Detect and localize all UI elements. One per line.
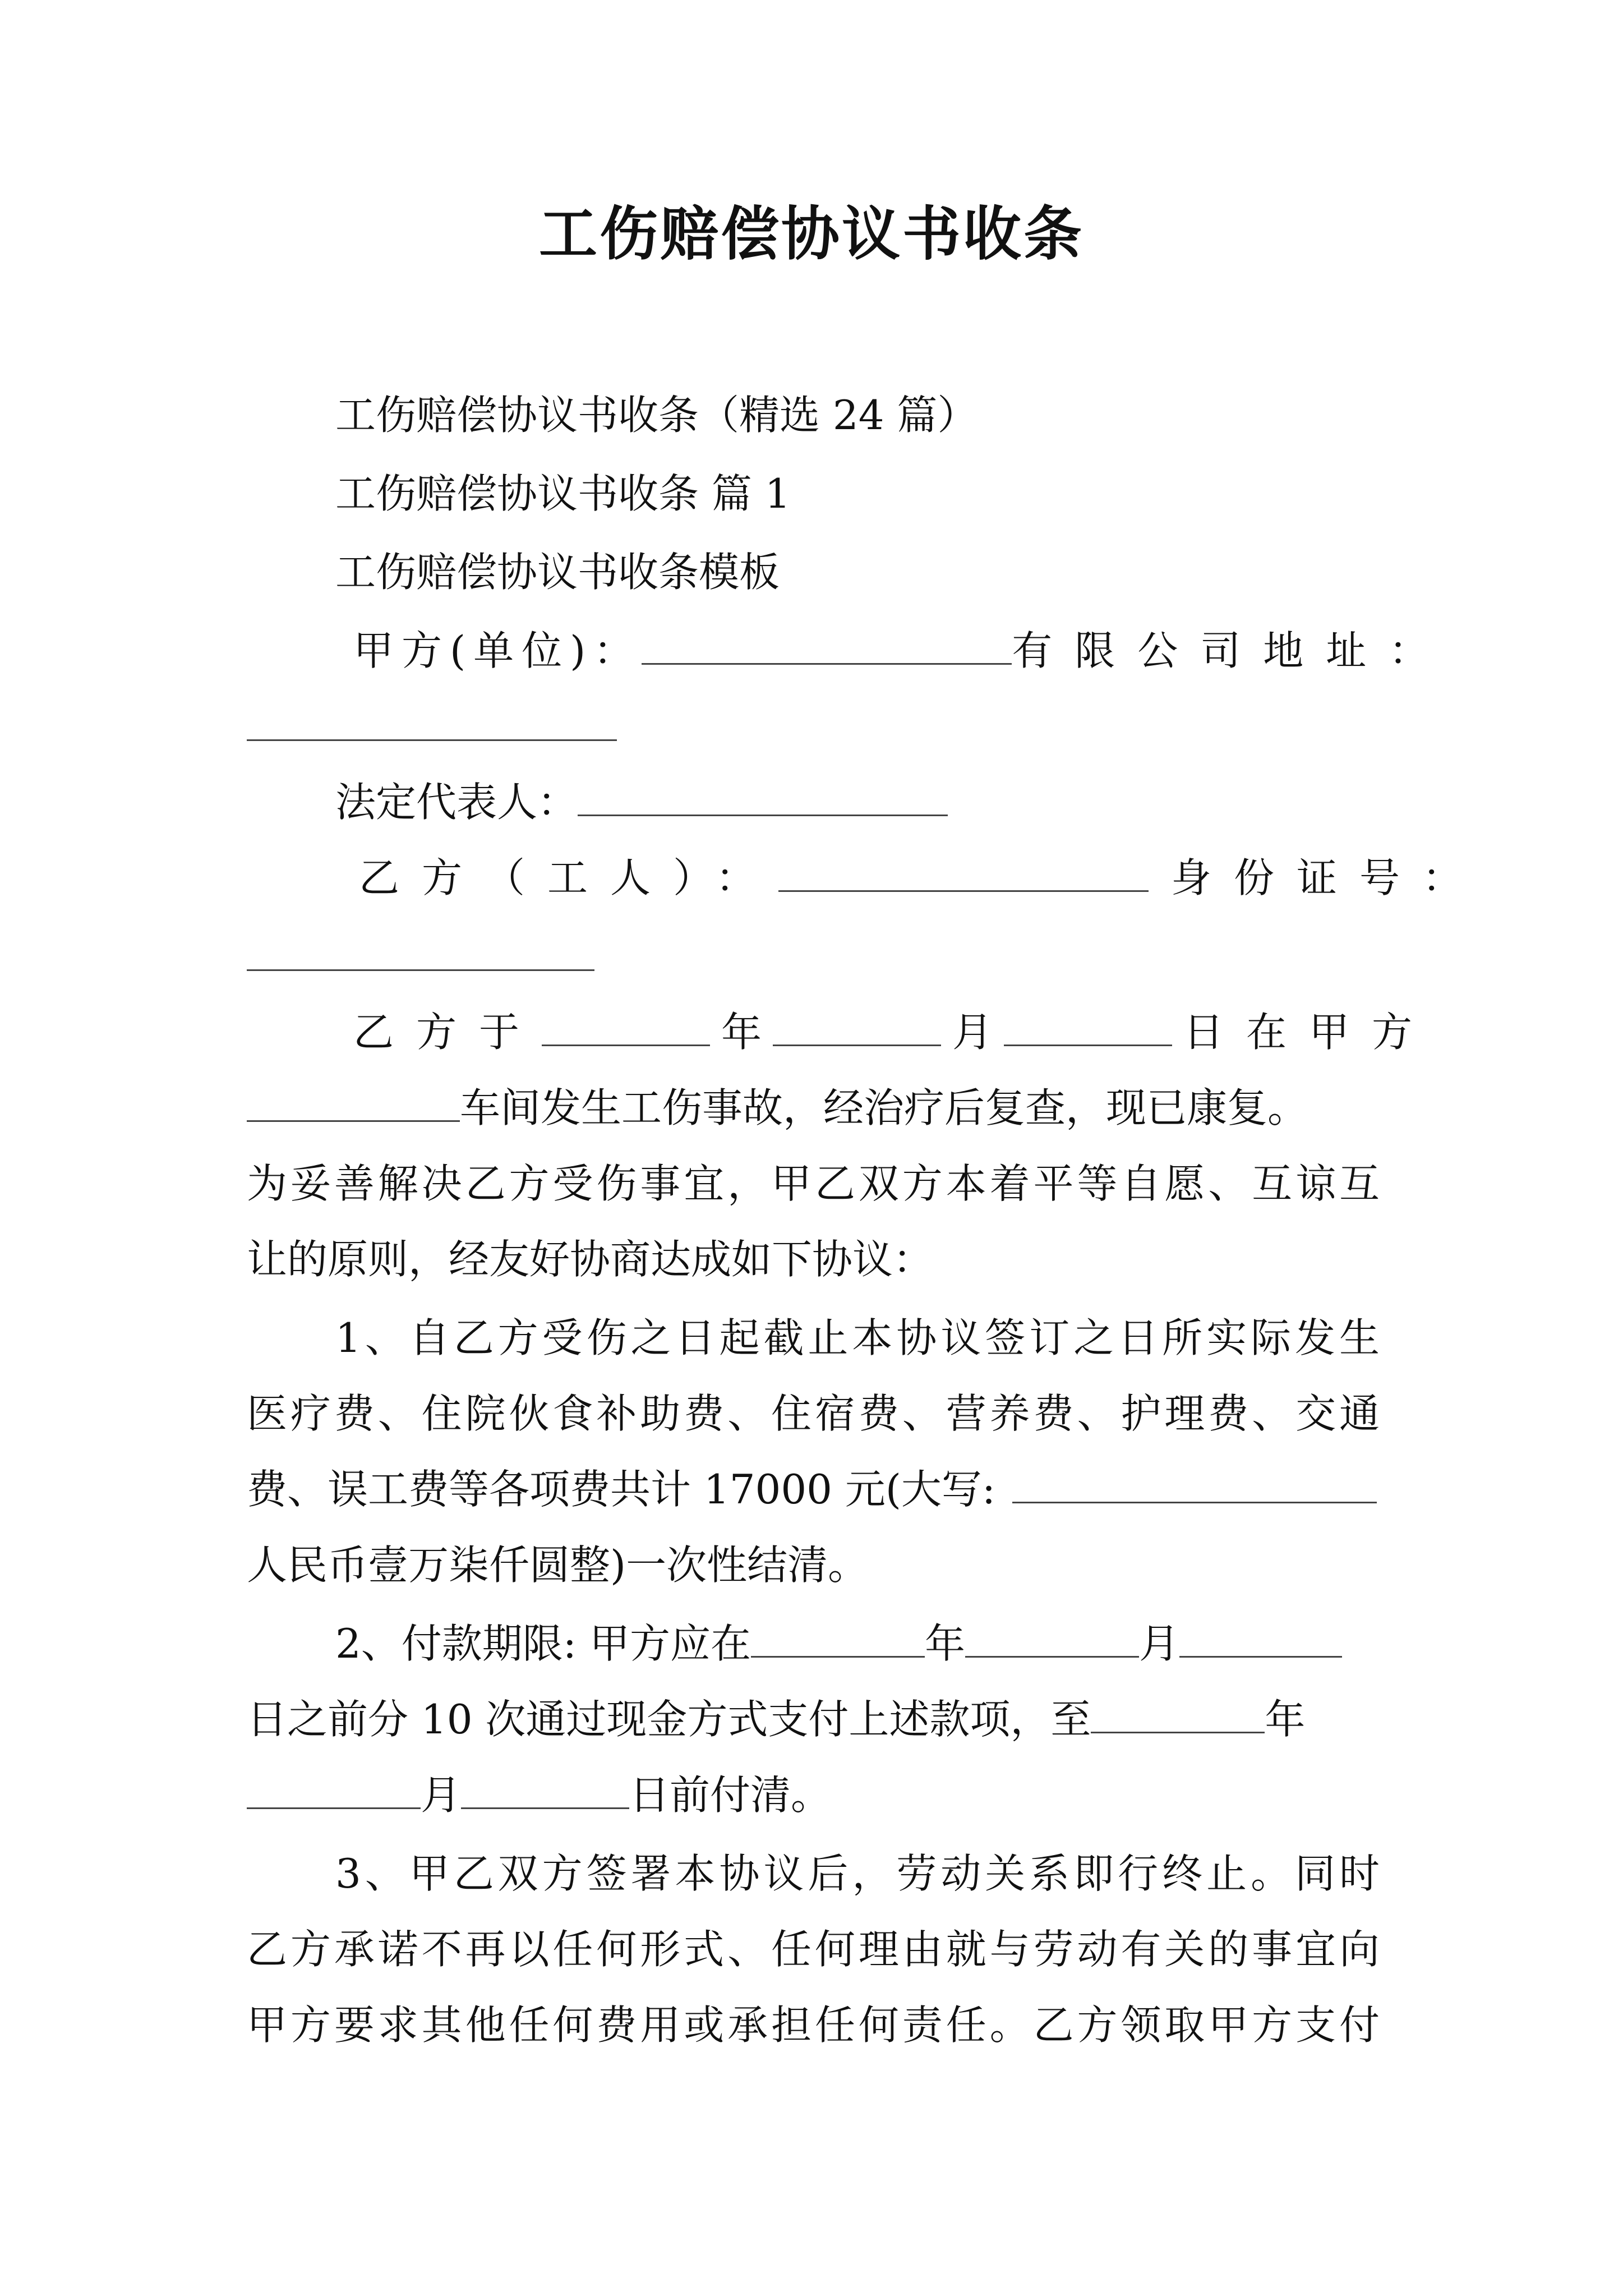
clause3-line3: 甲方要求其他任何费用或承担任何责任。乙方领取甲方支付 [247,2001,1380,2049]
party-a-blank [642,623,1012,665]
clause2-line1: 2、付款期限: 甲方应在 年 月 [335,1616,1342,1672]
amount-words-blank [1012,1461,1377,1503]
id-blank-line [247,969,594,971]
clause2-line2: 日之前分 10 次通过现金方式支付上述款项，至 年 [247,1691,1305,1747]
para1-line2: 车间发生工伤事故，经治疗后复查，现已康复。 [247,1080,1308,1136]
document-title: 工伤赔偿协议书收条 [538,199,1084,268]
address-blank-line [247,739,617,741]
legal-rep-blank [578,774,948,816]
heading-selection: 工伤赔偿协议书收条（精选 24 篇） [335,392,978,439]
id-label: 身份证号： [1171,854,1486,901]
clause1-line1: 1、自乙方受伤之日起截止本协议签订之日所实际发生 [335,1314,1380,1361]
para1-line4: 让的原则，经友好协商达成如下协议： [247,1236,934,1283]
clause2-line3: 月 日前付清。 [247,1767,831,1823]
heading-template: 工伤赔偿协议书收条模板 [335,549,780,596]
party-a-row [353,623,1451,679]
para1-line3: 为妥善解决乙方受伤事宜，甲乙双方本着平等自愿、互谅互 [247,1160,1380,1207]
clause3-line2: 乙方承诺不再以任何形式、任何理由就与劳动有关的事宜向 [247,1926,1380,1973]
clause1-line2: 医疗费、住院伙食补助费、住宿费、营养费、护理费、交通 [247,1390,1380,1437]
clause1-line4: 人民币壹万柒仟圆整)一次性结清。 [247,1542,869,1589]
heading-article: 工伤赔偿协议书收条 篇 1 [335,470,791,517]
clause1-line3: 费、误工费等各项费共计 17000 元(大写: [247,1461,1377,1517]
party-a-address-label: 有限公司地址： [1012,627,1452,674]
legal-rep-label: 法定代表人： [335,779,578,826]
party-a-label: 甲方(单位)： [353,627,642,674]
clause3-line1: 3、甲乙双方签署本协议后，劳动关系即行终止。同时 [335,1850,1380,1897]
party-b-blank [778,850,1149,892]
party-b-label: 乙方（工人）： [359,854,779,901]
legal-rep-row [335,774,948,830]
para1-line1: 乙方于 年 月 日在甲方 [353,1004,1435,1060]
party-b-row [359,850,1485,906]
